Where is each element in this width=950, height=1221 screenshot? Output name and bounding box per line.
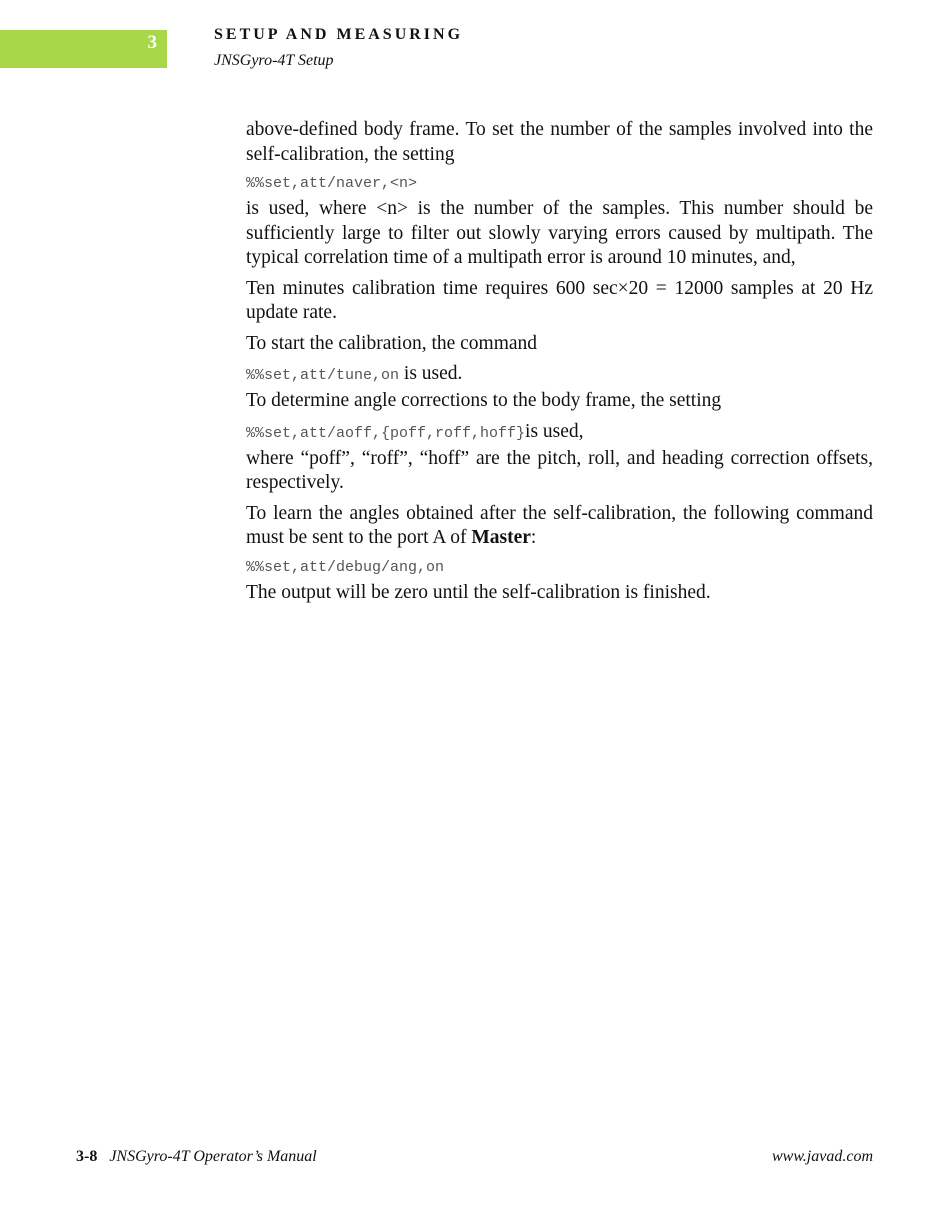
- paragraph: The output will be zero until the self-calibration is finished.: [246, 581, 711, 603]
- code-snippet: %%set,att/tune,on: [246, 367, 400, 384]
- code-snippet: %%set,att/debug/ang,on: [246, 558, 445, 576]
- code-snippet: %%set,att/naver,<n>: [246, 175, 418, 192]
- paragraph: above-defined body frame. To set the number of the samples involved into the self-calibration, the setting: [246, 119, 873, 165]
- page-number: 3-8: [76, 1148, 98, 1165]
- paragraph: Ten minutes calibration time requires 600 sec×20 = 12000 samples at 20 Hz update rate.: [246, 277, 873, 323]
- paragraph: is used, where <n> is the number of the samples. This number should be sufficiently large to filter out slowly varying errors caused by multipath. The typical correlation time of a multipath error is around 10 minutes, and,: [246, 198, 873, 268]
- page-body: [246, 118, 873, 611]
- code-line: [246, 362, 873, 388]
- paragraph: [246, 502, 873, 551]
- code-line: [246, 170, 873, 196]
- footer-left: [76, 1148, 317, 1166]
- code-line: [246, 420, 873, 446]
- code-line: [246, 554, 873, 580]
- chapter-tab: [0, 30, 167, 68]
- inline-text: is used,: [525, 420, 584, 442]
- chapter-number: 3: [147, 32, 157, 53]
- inline-text: is used.: [399, 363, 463, 384]
- paragraph: where “poff”, “roff”, “hoff” are the pitch, roll, and heading correction offsets, respectively.: [246, 447, 873, 493]
- inline-text: :: [530, 527, 537, 548]
- manual-title: JNSGyro-4T Operator’s Manual: [109, 1148, 317, 1165]
- inline-text: To learn the angles obtained after the self-calibration, the following command must be sent to the port A of: [246, 502, 873, 548]
- bold-term: Master: [471, 527, 531, 548]
- paragraph: To start the calibration, the command: [246, 332, 538, 354]
- chapter-title: SETUP AND MEASURING: [214, 26, 464, 43]
- code-snippet: %%set,att/aoff,{poff,roff,hoff}: [246, 424, 526, 442]
- website-link[interactable]: www.javad.com: [771, 1148, 873, 1165]
- paragraph: To determine angle corrections to the body frame, the setting: [246, 390, 722, 411]
- section-subtitle: JNSGyro-4T Setup: [214, 52, 334, 69]
